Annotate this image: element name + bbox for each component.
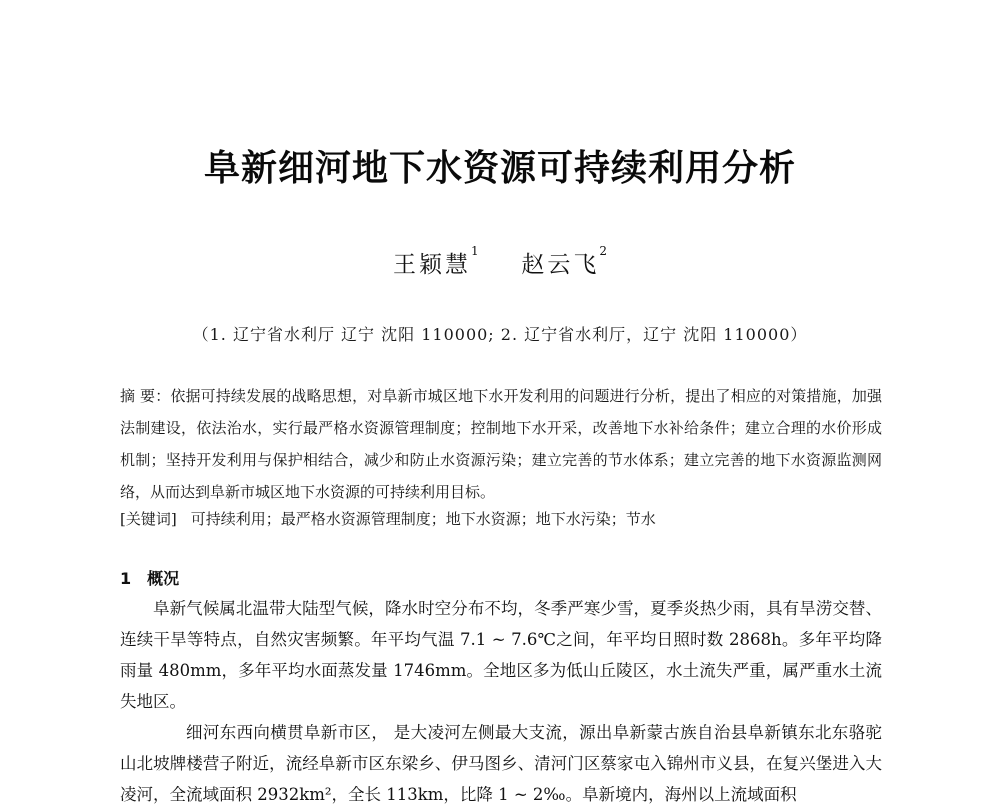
- keywords-text: 可持续利用；最严格水资源管理制度；地下水资源；地下水污染；节水: [190, 510, 656, 528]
- keywords: [120, 505, 882, 533]
- abstract-text: 依据可持续发展的战略思想，对阜新市城区地下水开发利用的问题进行分析，提出了相应的对策措施，加强法制建设，依法治水，实行最严格水资源管理制度；控制地下水开采，改善地下水补给条件；建立合理的水价形成机制；坚持开发利用与保护相结合，减少和防止水资源污染；建立完善的节水体系；建立完善的地下水资源监测网络，从而达到阜新市城区地下水资源的可持续利用目标。: [120, 387, 882, 501]
- abstract-label: 摘 要：: [120, 387, 171, 405]
- author-affiliation-marker: 2: [599, 244, 607, 258]
- affiliation-line: （1. 辽宁省水利厅 辽宁 沈阳 110000; 2. 辽宁省水利厅，辽宁 沈阳 110000）: [192, 325, 808, 344]
- section-heading: [120, 565, 179, 593]
- keywords-label: [关键词]: [120, 510, 177, 528]
- body-paragraph: 阜新气候属北温带大陆型气候，降水时空分布不均，冬季严寒少雪，夏季炎热少雨，具有旱涝交替、连续干旱等特点，自然灾害频繁。年平均气温 7.1 ~ 7.6℃之间，年平均日照时数 2868h。多年平均降雨量 480mm，多年平均水面蒸发量 1746mm。全地区多为低山丘陵区，水土流失严重，属严重水土流失地区。: [120, 599, 882, 711]
- author-line: [0, 246, 1000, 279]
- section-body: [120, 593, 882, 810]
- author-affiliation-marker: 1: [471, 244, 479, 258]
- abstract: [120, 380, 882, 508]
- section-number: 1: [120, 569, 132, 588]
- section-title: 概况: [147, 569, 180, 588]
- body-paragraph: 细河东西向横贯阜新市区， 是大凌河左侧最大支流，源出阜新蒙古族自治县阜新镇东北东骆驼山北坡牌楼营子附近，流经阜新市区东梁乡、伊马图乡、清河门区蔡家屯入锦州市义县，在复兴堡进入大凌河，全流域面积 2932km²，全长 113km，比降 1 ~ 2‰。阜新境内，海州以上流域面积: [120, 723, 882, 804]
- paper-title: 阜新细河地下水资源可持续利用分析: [203, 148, 796, 189]
- author-name: 赵云飞: [521, 252, 600, 278]
- author-name: 王颖慧: [393, 252, 472, 278]
